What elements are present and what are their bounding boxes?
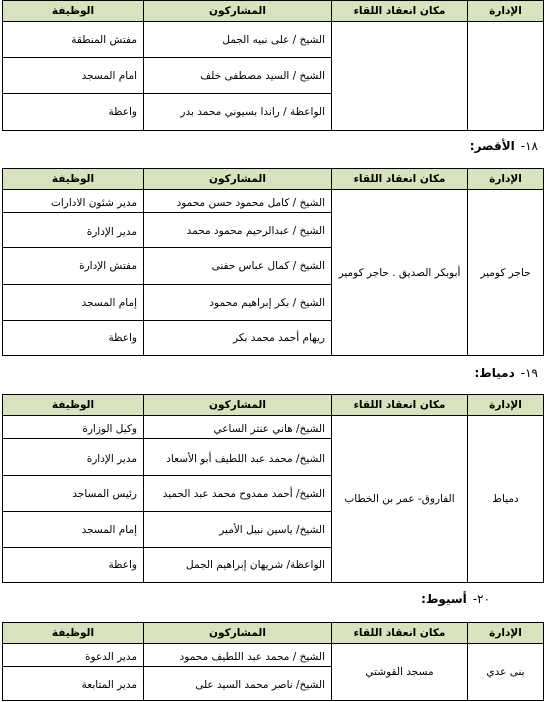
cell-role: مدير المتابعة (3, 667, 144, 701)
header-venue: مكان انعقاد اللقاء (332, 395, 468, 416)
section-number: ١٨- (520, 139, 538, 153)
cell-role: مدير الدعوة (3, 644, 144, 667)
header-role: الوظيفة (3, 1, 144, 22)
cell-admin: دمياط (468, 416, 544, 583)
cell-participant: الشيخ/ محمد عبد اللطيف أبو الأسعاد (144, 439, 332, 476)
table-row (3, 416, 544, 439)
cell-participant: الواعظة/ شريهان إبراهيم الجمل (144, 548, 332, 583)
cell-participant: الشيخ / بكر إبراهيم محمود (144, 285, 332, 321)
cell-venue: أبوبكر الصديق . حاجر كومير (332, 190, 468, 356)
cell-participant: الشيخ/ ياسين نبيل الأمير (144, 512, 332, 548)
section-number: ٢٠- (472, 592, 490, 606)
cell-role: مدير الإدارة (3, 439, 144, 476)
cell-role: امام المسجد (3, 58, 144, 94)
cell-venue (332, 22, 468, 131)
header-participants: المشاركون (144, 1, 332, 22)
cell-participant: الشيخ / عبدالرحيم محمود محمد (144, 213, 332, 248)
cell-role: واعظة (3, 548, 144, 583)
header-admin: الإدارة (468, 169, 544, 190)
table-header-row (3, 395, 544, 416)
section-heading-luxor (470, 139, 538, 153)
section-number: ١٩- (520, 366, 538, 380)
cell-participant: الشيخ / كمال عباس حفنى (144, 248, 332, 285)
cell-admin: بنى عدي (468, 644, 544, 701)
cell-participant: الشيخ / كامل محمود حسن محمود (144, 190, 332, 213)
header-venue: مكان انعقاد اللقاء (332, 169, 468, 190)
cell-role: رئيس المساجد (3, 476, 144, 512)
table-header-row (3, 1, 544, 22)
header-participants: المشاركون (144, 623, 332, 644)
table-header-row (3, 169, 544, 190)
cell-participant: الشيخ/ هاني عنتر الساعي (144, 416, 332, 439)
cell-role: مفتش الإدارة (3, 248, 144, 285)
table-row (3, 22, 544, 58)
cell-participant: الشيخ / محمد عبد اللطيف محمود (144, 644, 332, 667)
cell-role: واعظة (3, 321, 144, 356)
cell-participant: الشيخ / على نبيه الجمل (144, 22, 332, 58)
cell-admin (468, 22, 544, 131)
cell-role: إمام المسجد (3, 285, 144, 321)
cell-role: واعظة (3, 94, 144, 131)
cell-role: إمام المسجد (3, 512, 144, 548)
section-title: أسيوط: (421, 592, 467, 606)
cell-venue: الفاروق- عمر بن الخطاب (332, 416, 468, 583)
section-heading-assiut (421, 592, 490, 606)
header-participants: المشاركون (144, 169, 332, 190)
header-admin: الإدارة (468, 623, 544, 644)
section-title: الأقصر: (469, 139, 515, 153)
header-participants: المشاركون (144, 395, 332, 416)
cell-participant: ريهام أحمد محمد بكر (144, 321, 332, 356)
table-assiut (2, 622, 544, 701)
cell-participant: الشيخ/ ناصر محمد السيد على (144, 667, 332, 701)
cell-participant: الشيخ / السيد مصطفى خلف (144, 58, 332, 94)
table-luxor (2, 168, 544, 356)
cell-role: مدير الإدارة (3, 213, 144, 248)
table-header-row (3, 623, 544, 644)
cell-role: مفتش المنطقة (3, 22, 144, 58)
header-role: الوظيفة (3, 169, 144, 190)
header-admin: الإدارة (468, 395, 544, 416)
cell-participant: الشيخ/ أحمد ممدوح محمد عبد الحميد (144, 476, 332, 512)
cell-admin: حاجر كومير (468, 190, 544, 356)
cell-participant: الواعظة / راندا بسيوني محمد بدر (144, 94, 332, 131)
cell-role: وكيل الوزارة (3, 416, 144, 439)
header-venue: مكان انعقاد اللقاء (332, 623, 468, 644)
header-venue: مكان انعقاد اللقاء (332, 1, 468, 22)
table-damietta (2, 394, 544, 583)
cell-role: مدير شئون الادارات (3, 190, 144, 213)
table-row (3, 190, 544, 213)
section-heading-damietta (475, 366, 539, 380)
cell-venue: مسجد القوشتي (332, 644, 468, 701)
section-title: دمياط: (474, 366, 515, 380)
header-role: الوظيفة (3, 623, 144, 644)
table-row (3, 644, 544, 667)
header-admin: الإدارة (468, 1, 544, 22)
header-role: الوظيفة (3, 395, 144, 416)
table-continuation (2, 0, 544, 131)
